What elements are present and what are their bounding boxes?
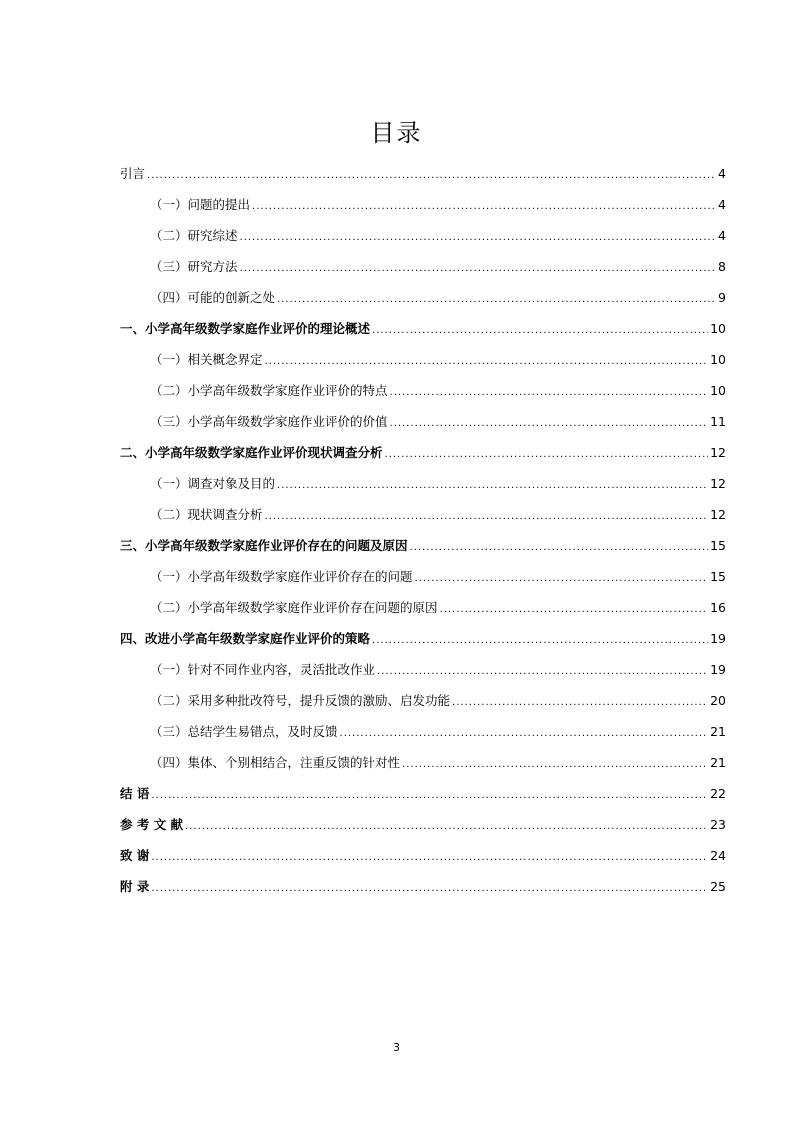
page-title: 目录 (370, 119, 423, 148)
toc-entry-page: 24 (710, 848, 726, 863)
toc-dot-leader (185, 811, 708, 842)
toc-entry[interactable] (120, 189, 726, 220)
toc-entry-label: 参 考 文 献 (120, 817, 184, 832)
toc-dot-leader (410, 532, 709, 563)
toc-entry-page: 23 (710, 817, 726, 832)
toc-entry-label: （四）集体、个别相结合，注重反馈的针对性 (150, 755, 401, 770)
toc-entry[interactable] (120, 716, 726, 747)
toc-dot-leader (372, 315, 708, 346)
toc-entry-label: （二）研究综述 (150, 228, 238, 243)
toc-entry-page: 21 (710, 724, 726, 739)
toc-entry-label: 引言 (120, 166, 146, 181)
toc-entry-label: 四、改进小学高年级数学家庭作业评价的策略 (120, 631, 371, 646)
toc-entry-page: 15 (710, 538, 726, 553)
toc-entry-page: 10 (710, 383, 726, 398)
toc-dot-leader (277, 284, 716, 315)
toc-entry-page: 12 (710, 507, 726, 522)
toc-entry[interactable] (120, 344, 726, 375)
toc-entry-label: 结 语 (120, 786, 150, 801)
toc-entry-page: 4 (718, 228, 726, 243)
toc-entry-page: 9 (718, 290, 726, 305)
toc-entry-label: （一）相关概念界定 (150, 352, 263, 367)
toc-entry-page: 16 (710, 600, 726, 615)
toc-dot-leader (277, 470, 708, 501)
table-of-contents (120, 158, 726, 902)
toc-dot-leader (402, 749, 708, 780)
toc-entry-page: 21 (710, 755, 726, 770)
toc-entry[interactable] (120, 158, 726, 189)
toc-entry[interactable] (120, 561, 726, 592)
toc-dot-leader (265, 346, 709, 377)
toc-entry-label: 致 谢 (120, 848, 150, 863)
toc-dot-leader (240, 222, 717, 253)
toc-entry-label: （一）小学高年级数学家庭作业评价存在的问题 (150, 569, 413, 584)
toc-entry-label: 二、小学高年级数学家庭作业评价现状调查分析 (120, 445, 383, 460)
toc-dot-leader (340, 718, 709, 749)
toc-dot-leader (151, 842, 708, 873)
toc-dot-leader (390, 408, 709, 439)
toc-dot-leader (240, 253, 717, 284)
toc-entry[interactable] (120, 871, 726, 902)
toc-entry-page: 4 (718, 166, 726, 181)
toc-entry[interactable] (120, 437, 726, 468)
toc-entry[interactable] (120, 375, 726, 406)
toc-dot-leader (265, 501, 709, 532)
toc-dot-leader (252, 191, 716, 222)
toc-dot-leader (415, 563, 709, 594)
toc-entry[interactable] (120, 282, 726, 313)
toc-dot-leader (151, 873, 708, 904)
toc-entry-page: 11 (710, 414, 726, 429)
toc-entry-label: （二）小学高年级数学家庭作业评价存在问题的原因 (150, 600, 438, 615)
toc-entry-label: （三）研究方法 (150, 259, 238, 274)
toc-entry-page: 12 (710, 445, 726, 460)
toc-dot-leader (452, 687, 708, 718)
toc-entry-page: 8 (718, 259, 726, 274)
toc-entry[interactable] (120, 747, 726, 778)
toc-entry-page: 19 (710, 631, 726, 646)
toc-entry-label: （一）针对不同作业内容，灵活批改作业 (150, 662, 376, 677)
toc-entry-label: 三、小学高年级数学家庭作业评价存在的问题及原因 (120, 538, 408, 553)
toc-entry[interactable] (120, 840, 726, 871)
toc-entry[interactable] (120, 220, 726, 251)
toc-entry[interactable] (120, 592, 726, 623)
toc-entry-page: 10 (710, 321, 726, 336)
toc-entry[interactable] (120, 778, 726, 809)
toc-entry-label: （一）问题的提出 (150, 197, 251, 212)
toc-entry[interactable] (120, 251, 726, 282)
toc-entry[interactable] (120, 530, 726, 561)
toc-entry[interactable] (120, 654, 726, 685)
toc-entry-label: 附 录 (120, 879, 150, 894)
toc-entry[interactable] (120, 685, 726, 716)
toc-dot-leader (440, 594, 709, 625)
toc-entry-label: （二）现状调查分析 (150, 507, 263, 522)
toc-entry-label: （三）小学高年级数学家庭作业评价的价值 (150, 414, 388, 429)
toc-dot-leader (147, 160, 716, 191)
toc-entry-page: 15 (710, 569, 726, 584)
toc-entry-page: 25 (710, 879, 726, 894)
toc-entry[interactable] (120, 406, 726, 437)
toc-entry[interactable] (120, 623, 726, 654)
toc-entry-label: 一、小学高年级数学家庭作业评价的理论概述 (120, 321, 371, 336)
toc-dot-leader (385, 439, 709, 470)
toc-dot-leader (377, 656, 708, 687)
toc-dot-leader (390, 377, 709, 408)
toc-entry[interactable] (120, 809, 726, 840)
toc-dot-leader (151, 780, 708, 811)
toc-entry-label: （一）调查对象及目的 (150, 476, 276, 491)
page-number: 3 (393, 1041, 400, 1054)
toc-entry[interactable] (120, 313, 726, 344)
toc-entry-page: 19 (710, 662, 726, 677)
toc-dot-leader (372, 625, 708, 656)
toc-entry-page: 10 (710, 352, 726, 367)
toc-entry-page: 20 (710, 693, 726, 708)
toc-entry-label: （二）采用多种批改符号，提升反馈的激励、启发功能 (150, 693, 451, 708)
toc-entry-label: （三）总结学生易错点，及时反馈 (150, 724, 338, 739)
toc-entry-label: （二）小学高年级数学家庭作业评价的特点 (150, 383, 388, 398)
toc-entry[interactable] (120, 499, 726, 530)
toc-entry[interactable] (120, 468, 726, 499)
toc-entry-page: 12 (710, 476, 726, 491)
toc-entry-page: 4 (718, 197, 726, 212)
toc-entry-page: 22 (710, 786, 726, 801)
toc-entry-label: （四）可能的创新之处 (150, 290, 276, 305)
